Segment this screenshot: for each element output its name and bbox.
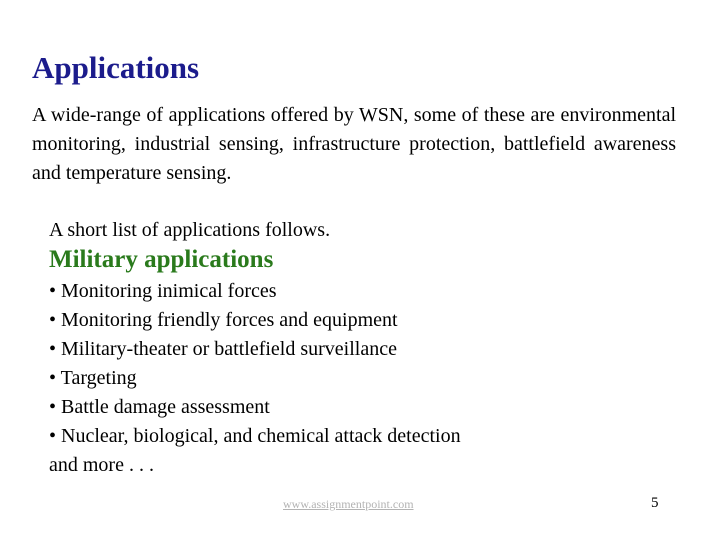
- page-number: 5: [651, 495, 659, 511]
- section-heading-military: Military applications: [49, 246, 274, 273]
- list-item: • Nuclear, biological, and chemical attack detection: [49, 425, 461, 447]
- list-item: • Battle damage assessment: [49, 396, 270, 418]
- slide-title: Applications: [32, 50, 200, 85]
- intro-paragraph: A wide-range of applications offered by WSN, some of these are environmental monitoring, industrial sensing, infrastructure protection, battlefield awareness and temperature sensing.: [32, 104, 676, 184]
- list-item: • Monitoring friendly forces and equipment: [49, 309, 398, 331]
- list-item: • Targeting: [49, 367, 137, 389]
- list-item: • Military-theater or battlefield surveillance: [49, 338, 397, 360]
- lead-sentence: A short list of applications follows.: [49, 219, 331, 241]
- military-applications-list: [49, 277, 461, 451]
- closing-text: and more . . .: [49, 454, 154, 476]
- list-item: • Monitoring inimical forces: [49, 280, 277, 302]
- footer-website-link[interactable]: www.assignmentpoint.com: [283, 497, 414, 511]
